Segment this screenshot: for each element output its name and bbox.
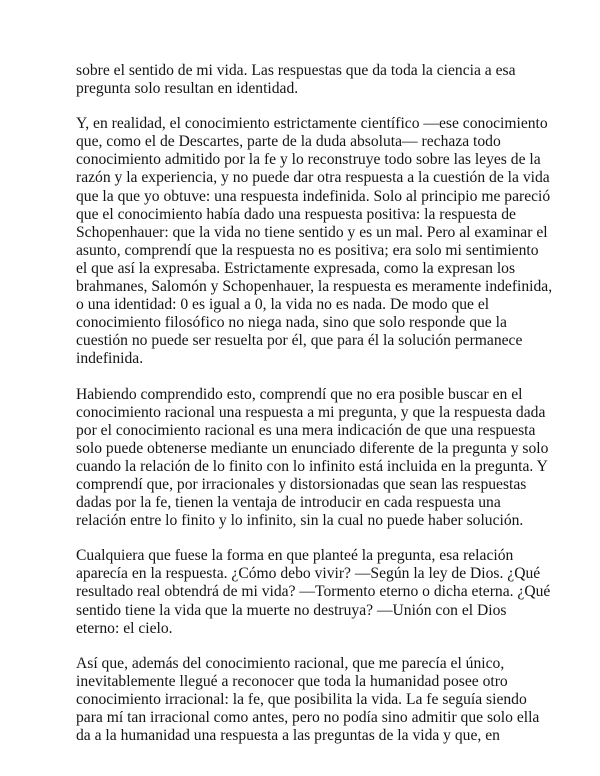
text-line: conocimiento admitido por la fe y lo reconstruye todo sobre las leyes de la	[76, 151, 541, 169]
paragraph-1	[76, 62, 536, 98]
text-line: Habiendo comprendido esto, comprendí que no era posible buscar en el	[76, 385, 523, 403]
text-line: resultado real obtendrá de mi vida? —Tormento eterno o dicha eterna. ¿Qué	[76, 583, 551, 601]
text-line: Y, en realidad, el conocimiento estrictamente científico —ese conocimiento	[76, 115, 548, 133]
text-line: razón y la experiencia, y no puede dar otra respuesta a la cuestión de la vida	[76, 169, 550, 187]
text-line: que el conocimiento había dado una respuesta positiva: la respuesta de	[76, 205, 516, 223]
text-line: o una identidad: 0 es igual a 0, la vida no es nada. De modo que el	[76, 296, 490, 314]
text-line: relación entre lo finito y lo infinito, sin la cual no puede haber solución.	[76, 512, 524, 530]
text-line: Así que, además del conocimiento racional, que me parecía el único,	[76, 654, 505, 672]
paragraph-2	[76, 115, 553, 368]
paragraph-5	[76, 654, 540, 745]
paragraph-3	[76, 385, 549, 531]
text-line: sobre el sentido de mi vida. Las respuestas que da toda la ciencia a esa	[76, 62, 516, 79]
text-line: comprendí que, por irracionales y distorsionadas que sean las respuestas	[76, 475, 527, 493]
text-line: conocimiento racional una respuesta a mi pregunta, y que la respuesta dada	[76, 403, 546, 421]
text-line: inevitablemente llegué a reconocer que toda la humanidad posee otro	[76, 672, 508, 690]
text-line: solo puede obtenerse mediante un enunciado diferente de la pregunta y solo	[76, 439, 549, 457]
text-line: conocimiento filosófico no niega nada, sino que solo responde que la	[76, 314, 507, 332]
text-line: por el conocimiento racional es una mera indicación de que una respuesta	[76, 421, 536, 439]
text-line: que la que yo obtuve: una respuesta indefinida. Solo al principio me pareció	[76, 187, 551, 205]
text-line: Cualquiera que fuese la forma en que planteé la pregunta, esa relación	[76, 547, 514, 565]
text-line: cuando la relación de lo finito con lo infinito está incluida en la pregunta. Y	[76, 457, 548, 475]
text-line: indefinida.	[76, 350, 144, 368]
text-line: asunto, comprendí que la respuesta no es positiva; era solo mi sentimiento	[76, 241, 539, 259]
text-line: da a la humanidad una respuesta a las preguntas de la vida y que, en	[76, 727, 500, 745]
paragraph-4	[76, 547, 551, 637]
text-line: que, como el de Descartes, parte de la duda absoluta— rechaza todo	[76, 133, 501, 151]
body-text	[76, 62, 553, 762]
text-line: dadas por la fe, tienen la ventaja de introducir en cada respuesta una	[76, 494, 501, 512]
text-line: brahmanes, Salomón y Schopenhauer, la respuesta es meramente indefinida,	[76, 278, 553, 296]
text-line: pregunta solo resultan en identidad.	[76, 80, 299, 98]
text-line: el que así la expresaba. Estrictamente expresada, como la expresan los	[76, 259, 516, 277]
text-line: eterno: el cielo.	[76, 619, 173, 637]
text-line: cuestión no puede ser resuelta por él, que para él la solución permanece	[76, 332, 523, 350]
text-line: para mí tan irracional como antes, pero no podía sino admitir que solo ella	[76, 709, 540, 726]
text-line: Schopenhauer: que la vida no tiene sentido y es un mal. Pero al examinar el	[76, 223, 548, 241]
text-line: aparecía en la respuesta. ¿Cómo debo vivir? —Según la ley de Dios. ¿Qué	[76, 565, 541, 583]
text-line: sentido tiene la vida que la muerte no destruya? —Unión con el Dios	[76, 601, 507, 619]
text-line: conocimiento irracional: la fe, que posibilita la vida. La fe seguía siendo	[76, 690, 527, 708]
